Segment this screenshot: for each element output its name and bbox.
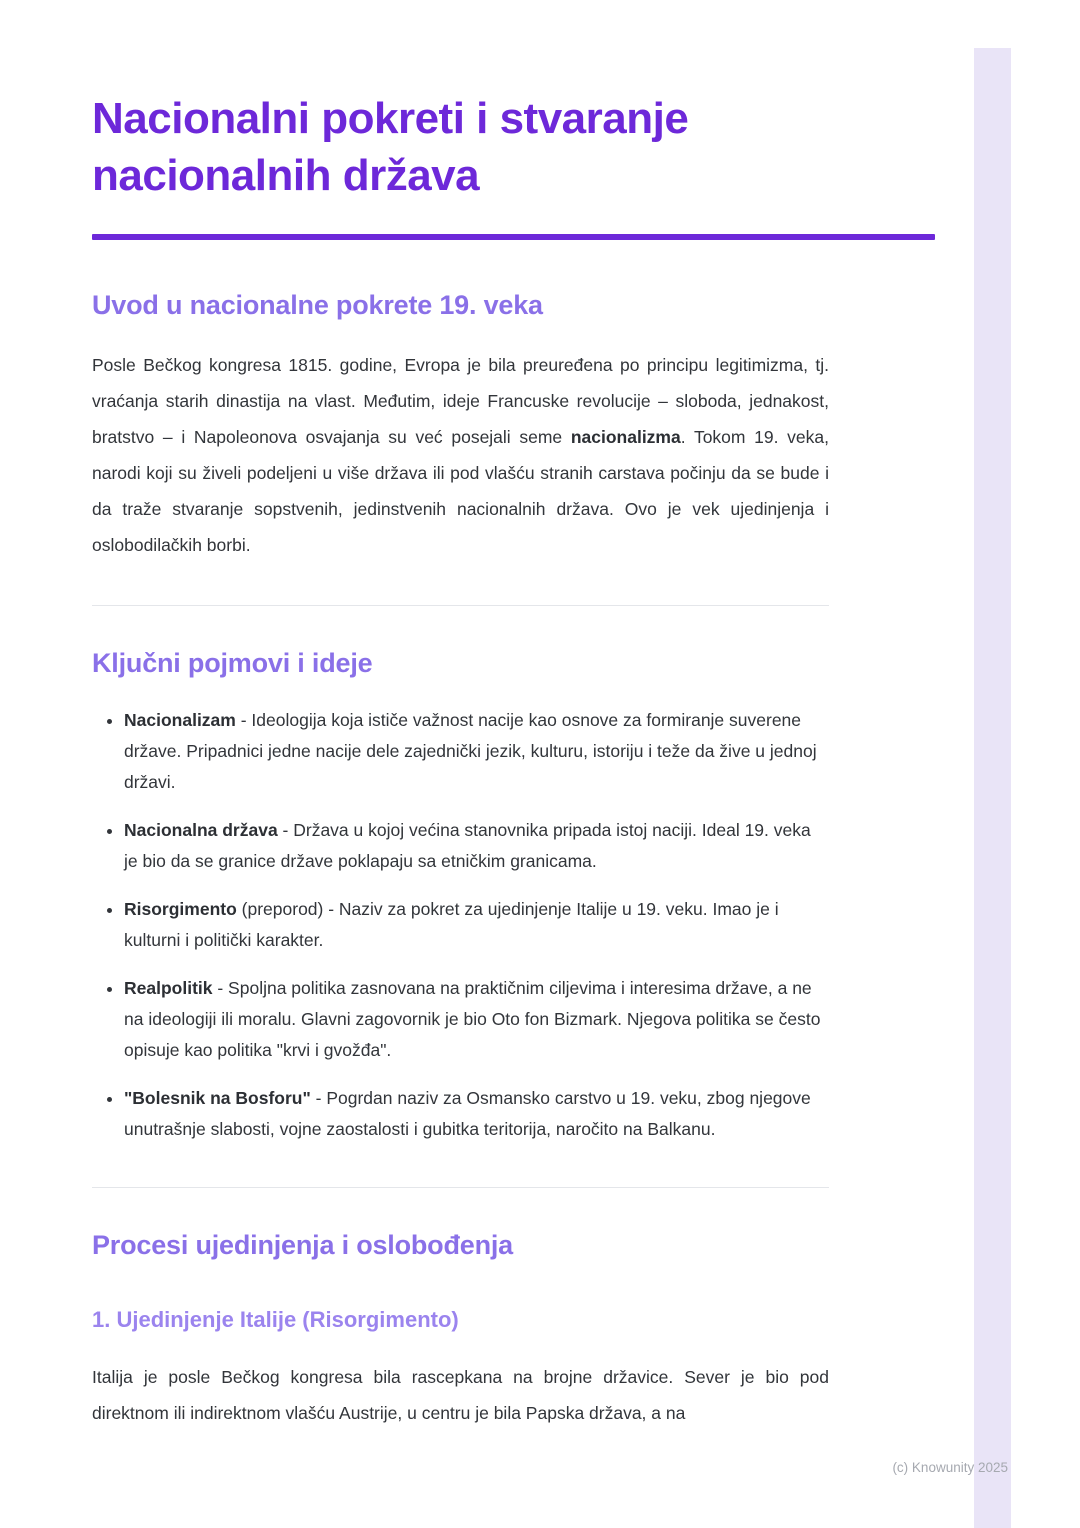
list-item-term: Nacionalna država <box>124 820 278 841</box>
list-item-text: - Ideologija koja ističe važnost nacije kao osnove za formiranje suverene države. Pripadnici jedne nacije dele zajednički jezik, kulturu, istoriju i teže da žive u jednoj državi. <box>124 710 817 793</box>
section-divider-1 <box>92 605 829 606</box>
copyright-notice: (c) Knowunity 2025 <box>892 1460 1008 1475</box>
subsection-heading-italy-unification: 1. Ujedinjenje Italije (Risorgimento) <box>92 1307 459 1333</box>
page-title: Nacionalni pokreti i stvaranje nacionalnih država <box>92 94 689 201</box>
document-content <box>92 0 937 1431</box>
list-item-term: "Bolesnik na Bosforu" <box>124 1088 311 1109</box>
list-item-text: (preporod) - Naziv za pokret za ujedinjenje Italije u 19. veku. Imao je i kulturni i politički karakter. <box>124 899 779 951</box>
list-item-realpolitik <box>124 973 829 1066</box>
intro-paragraph <box>92 347 829 563</box>
key-concepts-list <box>92 705 829 1145</box>
list-item-term: Nacionalizam <box>124 710 236 731</box>
section-heading-key-concepts: Ključni pojmovi i ideje <box>92 648 373 679</box>
list-item-term: Risorgimento <box>124 899 237 920</box>
intro-bold-term: nacionalizma <box>570 427 681 448</box>
intro-text-before: Posle Bečkog kongresa 1815. godine, Evropa je bila preuređena po principu legitimizma, tj. vraćanja starih dinastija na vlast. Međutim, ideje Francuske revolucije – sloboda, jednakost, bratstvo – i Napoleonova osvajanja su već posejali seme <box>92 355 829 448</box>
list-item-term: Realpolitik <box>124 978 213 999</box>
italy-unification-paragraph: Italija je posle Bečkog kongresa bila rascepkana na brojne državice. Sever je bio pod direktnom ili indirektnom vlašću Austrije, u centru je bila Papska država, a na <box>92 1367 829 1424</box>
title-underline-rule <box>92 234 935 240</box>
list-item-nacionalna-drzava <box>124 815 829 877</box>
page-side-strip <box>974 48 1011 1528</box>
section-heading-intro: Uvod u nacionalne pokrete 19. veka <box>92 290 543 321</box>
list-item-text: - Pogrdan naziv za Osmansko carstvo u 19. veku, zbog njegove unutrašnje slabosti, vojne zaostalosti i gubitka teritorija, naročito na Balkanu. <box>124 1088 811 1140</box>
list-item-risorgimento <box>124 894 829 956</box>
section-divider-2 <box>92 1187 829 1188</box>
list-item-text: - Spoljna politika zasnovana na praktičnim ciljevima i interesima države, a ne na ideologiji ili moralu. Glavni zagovornik je bio Oto fon Bizmark. Njegova politika se često opisuje kao politika "krvi i gvožđa". <box>124 978 821 1061</box>
intro-text-after: . Tokom 19. veka, narodi koji su živeli podeljeni u više država ili pod vlašću stranih carstava počinju da se bude i da traže stvaranje sopstvenih, jedinstvenih nacionalnih država. Ovo je vek ujedinjenja i oslobodilačkih borbi. <box>92 427 829 556</box>
list-item-nacionalizam <box>124 705 829 798</box>
list-item-text: - Država u kojoj većina stanovnika pripada istoj naciji. Ideal 19. veka je bio da se granice države poklapaju sa etničkim granicama. <box>124 820 811 872</box>
list-item-bolesnik-na-bosforu <box>124 1083 829 1145</box>
section-heading-processes: Procesi ujedinjenja i oslobođenja <box>92 1230 513 1261</box>
